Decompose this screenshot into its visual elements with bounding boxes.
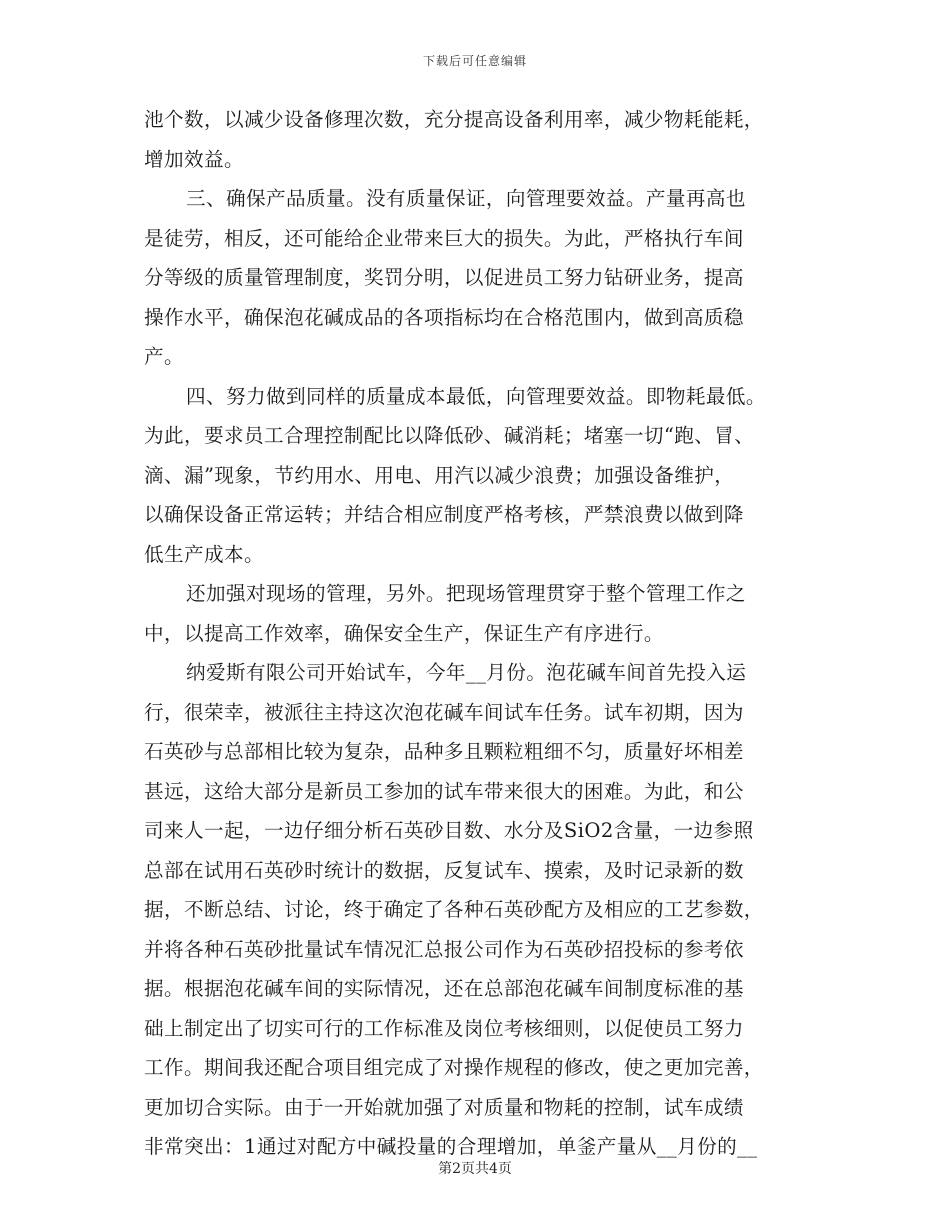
text-line: 低生产成本。 [144,542,264,566]
text-line: 工作。期间我还配合项目组完成了对操作规程的修改，使之更加完善， [144,1056,764,1079]
text-line: 以确保设备正常运转；并结合相应制度严格考核，严禁浪费以做到降 [144,503,744,526]
text-line: 操作水平，确保泡花碱成品的各项指标均在合格范围内，做到高质稳 [144,305,744,329]
text-line: 据。根据泡花碱车间的实际情况，还在总部泡花碱车间制度标准的基 [144,977,744,1000]
text-line: 更加切合实际。由于一开始就加强了对质量和物耗的控制，试车成绩 [144,1095,744,1119]
text-line: 据，不断总结、讨论，终于确定了各种石英砂配方及相应的工艺参数， [144,898,764,921]
text-line: 三、确保产品质量。没有质量保证，向管理要效益。产量再高也 [186,187,746,210]
text-line: 中，以提高工作效率，确保安全生产，保证生产有序进行。 [144,621,664,645]
text-line: 非常突出：1通过对配方中碱投量的合理增加，单釜产量从__月份的__ [144,1135,758,1158]
text-line: 四、努力做到同样的质量成本最低，向管理要效益。即物耗最低。 [186,384,766,408]
text-line: 司来人一起，一边仔细分析石英砂目数、水分及SiO2含量，一边参照 [144,819,754,842]
text-line: 滴、漏”现象，节约用水、用电、用汽以减少浪费；加强设备维护， [144,463,735,487]
text-line: 还加强对现场的管理，另外。把现场管理贯穿于整个管理工作之 [186,582,746,605]
text-line: 石英砂与总部相比较为复杂，品种多且颗粒粗细不匀，质量好坏相差 [144,740,744,763]
text-line: 为此，要求员工合理控制配比以降低砂、碱消耗；堵塞一切“跑、冒、 [144,424,755,447]
text-line: 总部在试用石英砂时统计的数据，反复试车、摸索，及时记录新的数 [144,858,744,882]
text-line: 增加效益。 [144,147,244,171]
text-line: 分等级的质量管理制度，奖罚分明，以促进员工努力钻研业务，提高 [144,266,744,289]
text-line: 础上制定出了切实可行的工作标准及岗位考核细则，以促使员工努力 [144,1016,744,1040]
text-line: 甚远，这给大部分是新员工参加的试车带来很大的困难。为此，和公 [144,779,744,803]
text-line: 行，很荣幸，被派往主持这次泡花碱车间试车任务。试车初期，因为 [144,700,744,724]
document-body [144,100,812,1167]
text-line: 池个数，以减少设备修理次数，充分提高设备利用率，减少物耗能耗， [144,108,764,131]
text-line: 是徒劳，相反，还可能给企业带来巨大的损失。为此，严格执行车间 [144,226,744,250]
text-line: 纳爱斯有限公司开始试车，今年__月份。泡花碱车间首先投入运 [186,661,747,684]
text-line: 产。 [144,345,184,368]
text-line: 并将各种石英砂批量试车情况汇总报公司作为石英砂招投标的参考依 [144,937,744,961]
page-header-note: 下载后可任意编辑 [422,54,527,68]
page-number: 第2页共4页 [438,1161,512,1177]
